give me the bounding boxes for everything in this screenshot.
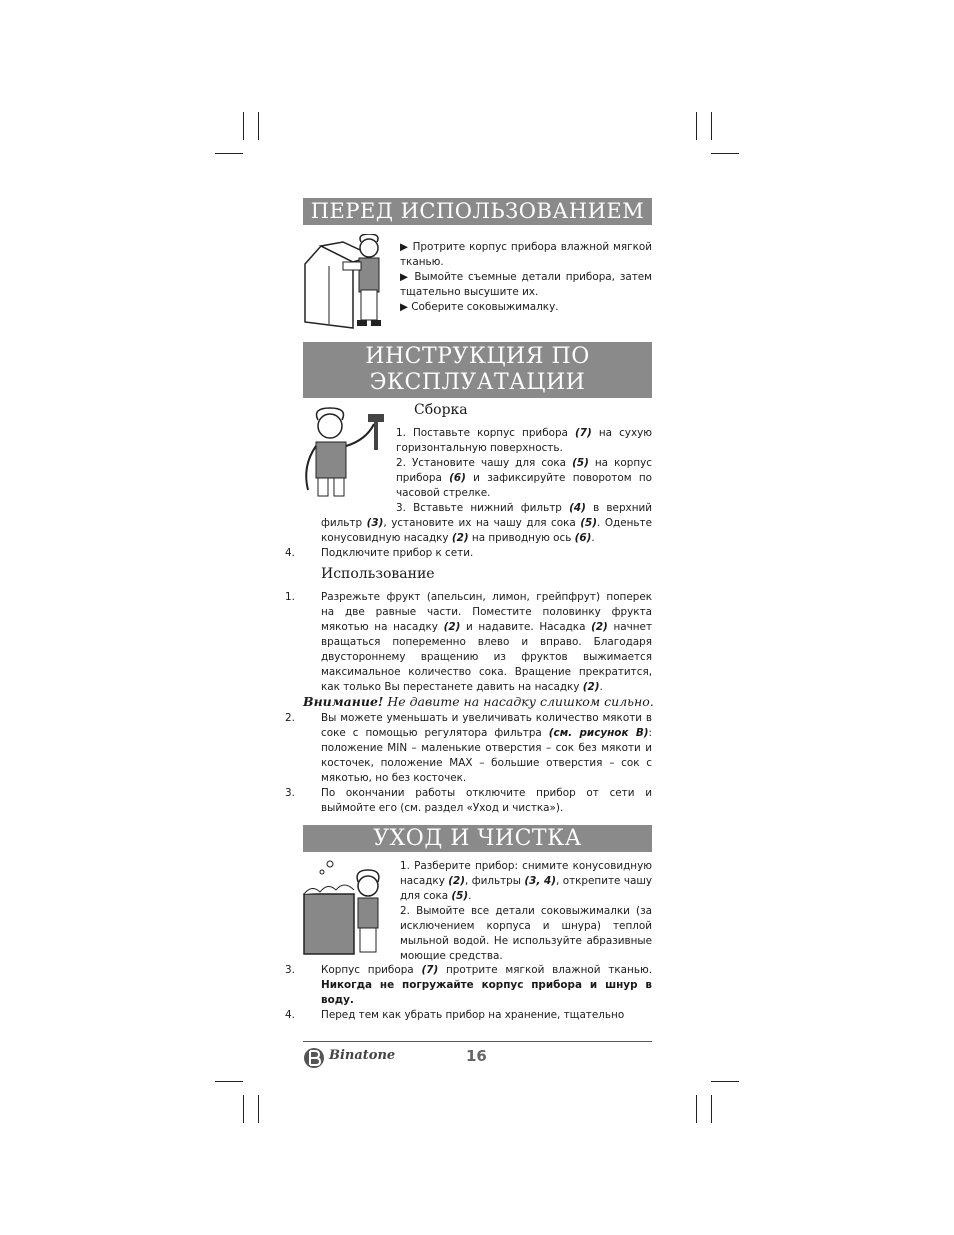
page-number: 16 <box>466 1047 487 1065</box>
bullet-item: ▶ Протрите корпус прибора влажной мягкой тканью. <box>400 241 652 268</box>
assembly-step: 2. Установите чашу для сока (5) на корпус прибора (6) и зафиксируйте поворотом по часовой стрелке. <box>396 457 652 499</box>
crop-mark <box>711 1081 739 1082</box>
crop-mark <box>258 1095 259 1123</box>
crop-mark <box>258 112 259 140</box>
crop-mark <box>696 112 697 140</box>
assembly-step-3: 3. Вставьте нижний фильтр (4) в верхний фильтр (3), установите их на чашу для сока (5). Оденьте конусовидную насадку (2) на приводную ось (6). <box>321 502 652 544</box>
section-title-before-use: ПЕРЕД ИСПОЛЬЗОВАНИЕМ <box>303 198 652 225</box>
usage-item-3: 3. По окончании работы отключите прибор от сети и выймойте его (см. раздел «Уход и чистка»). <box>285 787 652 814</box>
care-items-upper <box>400 859 652 964</box>
crop-mark <box>243 1095 244 1123</box>
care-item-2: 2. Вымойте все детали соковыжималки (за исключением корпуса и шнура) теплой мыльной водой. Не используйте абразивные моющие средства. <box>400 905 652 962</box>
warning-note: Внимание! Не давите на насадку слишком сильно. <box>303 694 654 709</box>
bullet-item: ▶ Вымойте съемные детали прибора, затем тщательно высушите их. <box>400 271 653 298</box>
crop-mark <box>215 1081 243 1082</box>
man-carrying-box-illustration <box>303 234 395 332</box>
section-title-care: УХОД И ЧИСТКА <box>303 825 652 852</box>
before-use-list <box>400 240 652 315</box>
usage-item-2: 2. Вы можете уменьшать и увеличивать количество мякоти в соке с помощью регулятора фильтра (см. рисунок B): положение MIN – маленькие отверстия – сок без мякоти и косточек, положение MAX – большие отверстия – сок с мякотью, но без косточек. <box>285 712 653 784</box>
crop-mark <box>696 1095 697 1123</box>
care-item-1: 1. Разберите прибор: снимите конусовидную насадку (2), фильтры (3, 4), открепите чашу для сока (5). <box>400 860 652 902</box>
assembly-step-4: 4. Подключите прибор к сети. <box>285 547 474 559</box>
crop-mark <box>711 112 712 140</box>
man-washing-illustration <box>300 858 394 958</box>
crop-mark <box>243 112 244 140</box>
brand-name: Binatone <box>329 1048 396 1063</box>
care-item-3: 3. Корпус прибора (7) протрите мягкой влажной тканью. Никогда не погружайте корпус прибора и шнур в воду. <box>285 964 652 1006</box>
assembly-steps-upper <box>396 426 652 501</box>
care-item-4: 4. Перед тем как убрать прибор на хранение, тщательно <box>285 1009 625 1021</box>
crop-mark <box>215 153 243 154</box>
assembly-heading: Сборка <box>414 402 468 418</box>
bullet-item: ▶ Соберите соковыжималку. <box>400 301 559 313</box>
assembly-step: 1. Поставьте корпус прибора (7) на сухую горизонтальную поверхность. <box>396 427 652 454</box>
binatone-logo <box>303 1046 396 1074</box>
footer-rule <box>303 1041 652 1042</box>
crop-mark <box>711 1095 712 1123</box>
man-with-hammer-illustration <box>300 406 394 502</box>
crop-mark <box>711 153 739 154</box>
section-title-instructions: ИНСТРУКЦИЯ ПО ЭКСПЛУАТАЦИИ <box>303 342 652 398</box>
usage-item-1: 1. Разрежьте фрукт (апельсин, лимон, грейпфрут) поперек на две равные части. Поместите половинку фрукта мякотью на насадку (2) и надавите. Насадка (2) начнет вращаться попеременно влево и вправо. Благодаря двустороннему вращению из фруктов выжимается максимальное количество сока. Вращение прекратится, как только Вы перестанете давить на насадку (2). <box>285 591 652 693</box>
usage-heading: Использование <box>321 566 435 582</box>
